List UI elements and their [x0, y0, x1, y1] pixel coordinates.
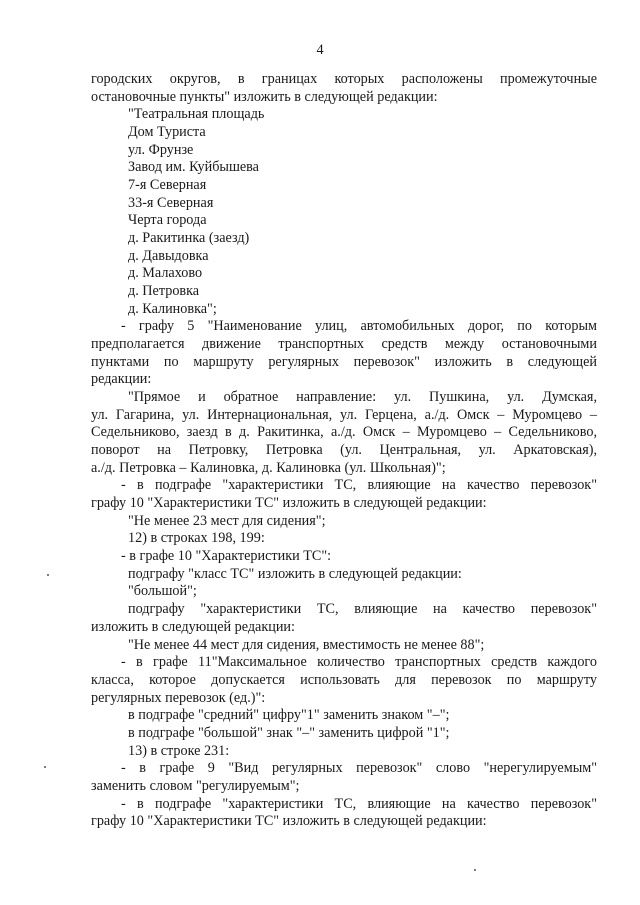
text-line: в подграфе "средний" цифру"1" заменить знаком "–"; — [128, 707, 450, 724]
text-line: поворот на Петровку, Петровка (ул. Центральная, ул. Аркатовская), — [91, 442, 597, 459]
text-line: Дом Туриста — [128, 124, 206, 141]
text-line: "Театральная площадь — [128, 106, 265, 123]
scan-speck — [47, 574, 49, 576]
text-line: предполагается движение транспортных средств между остановочными — [91, 336, 597, 353]
text-line: редакции: — [91, 371, 152, 388]
text-line: - в подграфе "характеристики ТС, влияющие на качество перевозок" — [121, 477, 597, 494]
text-line: 7-я Северная — [128, 177, 207, 194]
text-line: а./д. Петровка – Калиновка, д. Калиновка (ул. Школьная)"; — [91, 459, 446, 476]
scan-speck — [474, 869, 476, 871]
text-line: графу 10 "Характеристики ТС" изложить в следующей редакции: — [91, 495, 487, 512]
text-line: заменить словом "регулируемым"; — [91, 777, 300, 794]
text-line: подграфу "характеристики ТС, влияющие на качество перевозок" — [128, 601, 597, 618]
text-line: "Прямое и обратное направление: ул. Пушкина, ул. Думская, — [128, 389, 597, 406]
text-line: в подграфе "большой" знак "–" заменить цифрой "1"; — [128, 724, 450, 741]
text-line: Черта города — [128, 212, 207, 229]
text-line: графу 10 "Характеристики ТС" изложить в следующей редакции: — [91, 813, 487, 830]
text-line: 13) в строке 231: — [128, 742, 230, 759]
document-body — [91, 71, 597, 831]
page-number: 4 — [316, 42, 324, 58]
text-line: 33-я Северная — [128, 194, 214, 211]
text-line: ул. Фрунзе — [128, 141, 194, 158]
text-line: городских округов, в границах которых расположены промежуточные — [91, 71, 597, 87]
text-line: регулярных перевозок (ед.)": — [91, 689, 266, 706]
text-line: - в графе 11"Максимальное количество транспортных средств каждого — [121, 654, 597, 671]
text-line: остановочные пункты" изложить в следующей редакции: — [91, 88, 438, 105]
text-line: д. Малахово — [128, 265, 203, 282]
text-line: пунктами по маршруту регулярных перевозок" изложить в следующей — [91, 353, 597, 370]
text-line: "Не менее 44 мест для сидения, вместимость не менее 88"; — [128, 636, 485, 653]
text-line: "большой"; — [128, 583, 197, 600]
text-line: - в подграфе "характеристики ТС, влияющие на качество перевозок" — [121, 795, 597, 812]
text-line: 12) в строках 198, 199: — [128, 530, 265, 547]
text-line: изложить в следующей редакции: — [91, 618, 295, 635]
text-line: подграфу "класс ТС" изложить в следующей редакции: — [128, 565, 462, 582]
text-line: - в графе 9 "Вид регулярных перевозок" слово "нерегулируемым" — [121, 760, 597, 777]
text-line: - графу 5 "Наименование улиц, автомобильных дорог, по которым — [121, 318, 597, 335]
text-line: Седельниково, заезд в д. Ракитинка, а./д. Омск – Муромцево – Седельниково, — [91, 424, 597, 441]
text-line: Завод им. Куйбышева — [128, 159, 259, 176]
text-line: - в графе 10 "Характеристики ТС": — [121, 548, 332, 565]
text-line: класса, которое допускается использовать для перевозок по маршруту — [91, 671, 597, 688]
text-line: д. Петровка — [128, 283, 200, 300]
text-line: "Не менее 23 мест для сидения"; — [128, 512, 326, 529]
text-line: д. Давыдовка — [128, 247, 209, 264]
text-line: ул. Гагарина, ул. Интернациональная, ул. Герцена, а./д. Омск – Муромцево – — [91, 406, 597, 423]
text-line: д. Ракитинка (заезд) — [128, 230, 250, 247]
scan-speck — [44, 766, 46, 768]
text-line: д. Калиновка"; — [128, 300, 217, 317]
